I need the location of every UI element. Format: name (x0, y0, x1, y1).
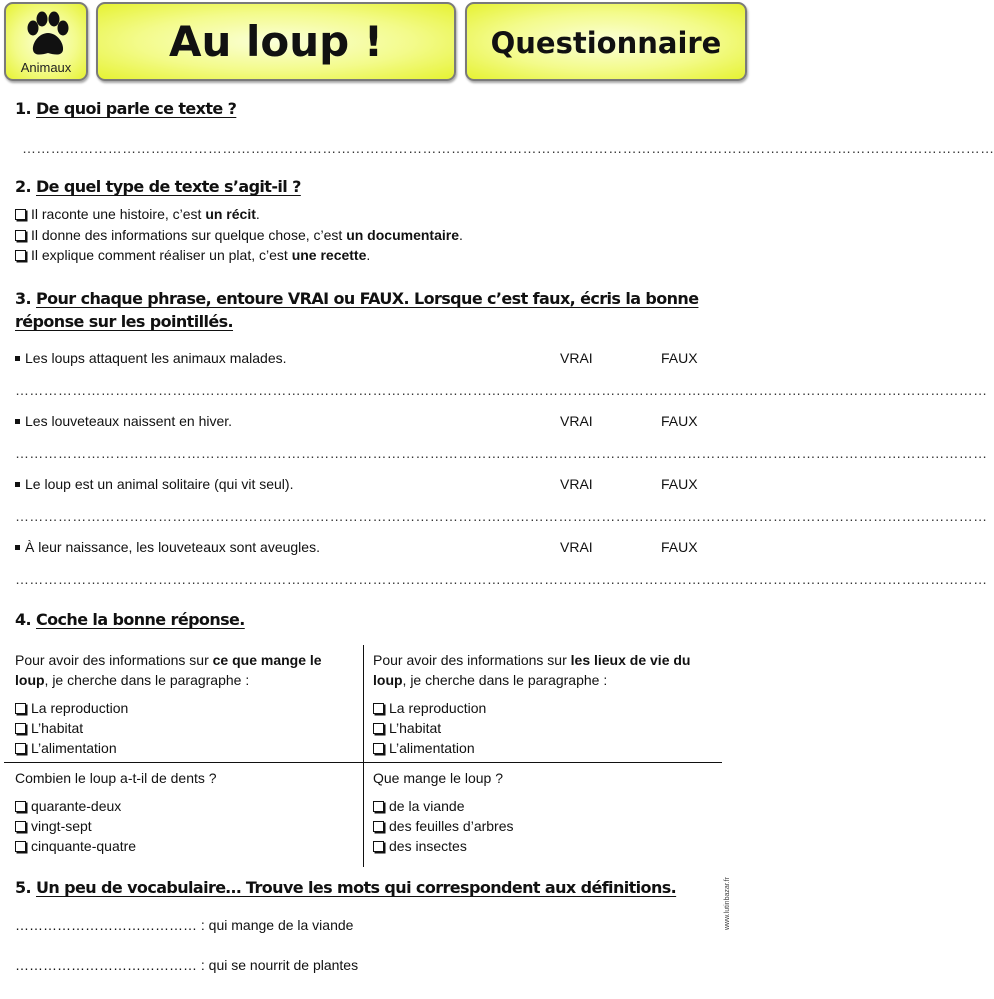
option-row: La reproduction (15, 698, 128, 718)
question-5-heading: 5. Un peu de vocabulaire… Trouve les mots qui correspondent aux définitions. (15, 878, 677, 897)
checkbox-icon[interactable] (15, 743, 26, 754)
question-3-heading: 3. Pour chaque phrase, entoure VRAI ou FAUX. Lorsque c’est faux, écris la bonne réponse sur les pointillés. (15, 289, 699, 331)
page-subtitle: Questionnaire (490, 26, 722, 60)
checkbox-icon[interactable] (15, 723, 26, 734)
false-option[interactable]: FAUX (661, 413, 698, 429)
checkbox-icon[interactable] (373, 723, 384, 734)
bullet-icon (15, 356, 20, 361)
question-1-heading: 1. De quoi parle ce texte ? (15, 99, 237, 118)
true-option[interactable]: VRAI (560, 539, 593, 555)
credit-text: www.lutinbazar.fr (724, 877, 731, 930)
statement-row: Les louveteaux naissent en hiver. (15, 413, 232, 429)
page-title: Au loup ! (168, 17, 384, 66)
checkbox-icon[interactable] (15, 209, 26, 220)
option-row: Il explique comment réaliser un plat, c’est une recette. (15, 247, 370, 263)
paw-icon (20, 8, 76, 64)
checkbox-icon[interactable] (15, 801, 26, 812)
table-divider-horizontal (4, 762, 722, 763)
question-2-heading: 2. De quel type de texte s’agit-il ? (15, 177, 301, 196)
checkbox-icon[interactable] (373, 821, 384, 832)
table-cell-question: Que mange le loup ? (373, 770, 503, 786)
table-cell-question: Pour avoir des informations sur ce que mange le loup, je cherche dans le paragraphe : (15, 652, 322, 688)
answer-line[interactable]: ………………………………… (15, 957, 197, 973)
statement-row: À leur naissance, les louveteaux sont aveugles. (15, 539, 320, 555)
table-cell-question: Pour avoir des informations sur les lieux de vie du loup, je cherche dans le paragraphe : (373, 652, 691, 688)
true-option[interactable]: VRAI (560, 350, 593, 366)
checkbox-icon[interactable] (373, 743, 384, 754)
table-cell-question: Combien le loup a-t-il de dents ? (15, 770, 217, 786)
checkbox-icon[interactable] (373, 841, 384, 852)
checkbox-icon[interactable] (15, 841, 26, 852)
option-row: quarante-deux (15, 796, 121, 816)
option-row: L’alimentation (15, 738, 117, 758)
subtitle-box (465, 2, 747, 81)
true-option[interactable]: VRAI (560, 476, 593, 492)
bullet-icon (15, 482, 20, 487)
option-row: L’alimentation (373, 738, 475, 758)
option-row: des feuilles d’arbres (373, 816, 514, 836)
option-row: cinquante-quatre (15, 836, 136, 856)
checkbox-icon[interactable] (15, 250, 26, 261)
option-row: des insectes (373, 836, 467, 856)
vocab-row (15, 957, 358, 973)
answer-line[interactable]: …………………………………………………………………………………………………………………………………………………………………………………… (22, 140, 994, 156)
checkbox-icon[interactable] (373, 801, 384, 812)
checkbox-icon[interactable] (373, 703, 384, 714)
title-box (96, 2, 456, 81)
checkbox-icon[interactable] (15, 230, 26, 241)
vocab-row (15, 917, 353, 933)
question-4-heading: 4. Coche la bonne réponse. (15, 610, 245, 629)
checkbox-icon[interactable] (15, 821, 26, 832)
checkbox-icon[interactable] (15, 703, 26, 714)
bullet-icon (15, 545, 20, 550)
statement-row: Les loups attaquent les animaux malades. (15, 350, 287, 366)
option-row: L’habitat (373, 718, 441, 738)
option-row: Il donne des informations sur quelque chose, c’est un documentaire. (15, 227, 463, 243)
answer-line[interactable]: …………………………………………………………………………………………………………………………………………………………………………………… (15, 508, 988, 524)
logo-label: Animaux (20, 60, 72, 75)
bullet-icon (15, 419, 20, 424)
answer-line[interactable]: …………………………………………………………………………………………………………………………………………………………………………………… (15, 382, 988, 398)
option-row: de la viande (373, 796, 465, 816)
answer-line[interactable]: …………………………………………………………………………………………………………………………………………………………………………………… (15, 445, 988, 461)
option-row: La reproduction (373, 698, 486, 718)
logo-box (4, 2, 88, 81)
option-row: L’habitat (15, 718, 83, 738)
table-divider-vertical (363, 645, 364, 867)
option-row: vingt-sept (15, 816, 92, 836)
false-option[interactable]: FAUX (661, 350, 698, 366)
true-option[interactable]: VRAI (560, 413, 593, 429)
answer-line[interactable]: ………………………………… (15, 917, 197, 933)
statement-row: Le loup est un animal solitaire (qui vit seul). (15, 476, 293, 492)
definition-text: : qui se nourrit de plantes (200, 957, 359, 973)
option-row: Il raconte une histoire, c’est un récit. (15, 206, 260, 222)
false-option[interactable]: FAUX (661, 539, 698, 555)
answer-line[interactable]: …………………………………………………………………………………………………………………………………………………………………………………… (15, 571, 988, 587)
false-option[interactable]: FAUX (661, 476, 698, 492)
definition-text: : qui mange de la viande (200, 917, 354, 933)
